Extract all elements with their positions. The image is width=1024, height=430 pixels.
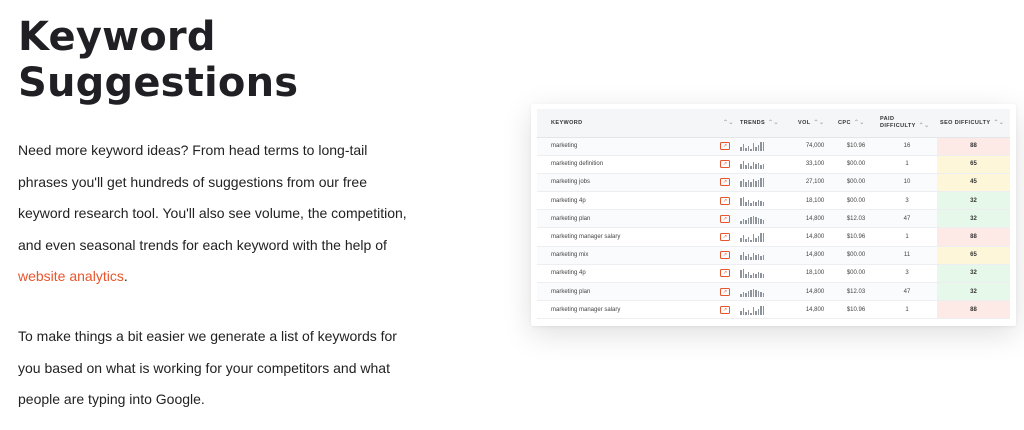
cpc-cell: $10.96 — [835, 301, 877, 319]
keyword-cell[interactable]: marketing manager salary — [537, 301, 717, 319]
cpc-cell: $00.00 — [835, 155, 877, 173]
trend-sparkline — [740, 232, 764, 242]
trend-sparkline — [740, 305, 764, 315]
trends-cell — [737, 155, 795, 173]
seo-difficulty-cell: 32 — [937, 283, 1010, 301]
seo-difficulty-column-header[interactable]: SEO DIFFICULTY ⌃⌄ — [937, 109, 1010, 137]
intro-line-3: keyword research tool. You'll also see volume, the competition, — [18, 205, 407, 221]
cpc-cell: $10.96 — [835, 137, 877, 155]
sort-arrows-icon[interactable]: ⌃⌄ — [723, 120, 734, 127]
external-link-icon[interactable]: ↗ — [720, 142, 730, 150]
vol-cell: 27,100 — [795, 173, 835, 191]
table-row[interactable] — [537, 210, 1010, 228]
vol-cell: 33,100 — [795, 155, 835, 173]
trends-column-header[interactable]: TRENDS ⌃⌄ — [737, 109, 795, 137]
keyword-tag-cell[interactable] — [717, 283, 737, 301]
seo-difficulty-cell: 88 — [937, 301, 1010, 319]
vol-cell: 14,800 — [795, 210, 835, 228]
keyword-tag-cell[interactable] — [717, 155, 737, 173]
trends-cell — [737, 283, 795, 301]
competitor-line-2: you based on what is working for your competitors and what — [18, 359, 390, 376]
intro-line-1: Need more keyword ideas? From head terms to long-tail — [18, 142, 368, 158]
seo-difficulty-cell: 32 — [937, 264, 1010, 282]
trends-cell — [737, 173, 795, 191]
sort-arrows-icon[interactable]: ⌃⌄ — [853, 120, 865, 127]
seo-difficulty-cell: 32 — [937, 192, 1010, 210]
sort-arrows-icon[interactable]: ⌃⌄ — [813, 120, 825, 127]
keyword-tag-cell[interactable] — [717, 173, 737, 191]
trend-sparkline — [740, 196, 764, 206]
paid-difficulty-column-header[interactable]: PAID DIFFICULTY ⌃⌄ — [877, 109, 937, 137]
paid-difficulty-cell: 3 — [877, 264, 937, 282]
vol-cell: 18,100 — [795, 264, 835, 282]
page-title-line-2: Suggestions — [18, 60, 299, 106]
cpc-cell: $10.96 — [835, 228, 877, 246]
vol-cell: 74,000 — [795, 137, 835, 155]
keyword-column-header[interactable]: KEYWORD — [537, 109, 717, 137]
keyword-tag-cell[interactable] — [717, 210, 737, 228]
external-link-icon[interactable]: ↗ — [720, 233, 730, 241]
keyword-cell[interactable]: marketing — [537, 137, 717, 155]
cpc-cell: $00.00 — [835, 264, 877, 282]
seo-difficulty-cell: 32 — [937, 210, 1010, 228]
seo-difficulty-cell: 88 — [937, 137, 1010, 155]
seo-difficulty-cell: 45 — [937, 173, 1010, 191]
cpc-cell: $00.00 — [835, 246, 877, 264]
paid-difficulty-cell: 1 — [877, 228, 937, 246]
paid-difficulty-cell: 1 — [877, 155, 937, 173]
cpc-cell: $12.03 — [835, 283, 877, 301]
keyword-tag-cell[interactable] — [717, 192, 737, 210]
keyword-tag-cell[interactable] — [717, 137, 737, 155]
competitor-line-3: people are typing into Google. — [18, 391, 205, 407]
external-link-icon[interactable]: ↗ — [720, 269, 730, 277]
intro-line-5 — [18, 261, 428, 293]
trends-cell — [737, 210, 795, 228]
seo-difficulty-cell: 65 — [937, 246, 1010, 264]
table-row[interactable] — [537, 283, 1010, 301]
paid-difficulty-cell: 16 — [877, 137, 937, 155]
vol-cell: 14,800 — [795, 246, 835, 264]
sort-arrows-icon[interactable]: ⌃⌄ — [918, 123, 930, 130]
keyword-sort-header[interactable] — [717, 109, 737, 137]
external-link-icon[interactable]: ↗ — [720, 251, 730, 259]
table-row[interactable] — [537, 264, 1010, 282]
external-link-icon[interactable]: ↗ — [720, 306, 730, 314]
page-title — [18, 14, 298, 106]
sort-arrows-icon[interactable]: ⌃⌄ — [993, 120, 1005, 127]
paid-difficulty-cell: 47 — [877, 210, 937, 228]
paid-difficulty-cell: 3 — [877, 192, 937, 210]
table-row[interactable] — [537, 155, 1010, 173]
table-row[interactable] — [537, 246, 1010, 264]
website-analytics-link[interactable]: website analytics — [18, 268, 124, 284]
keyword-cell[interactable]: marketing manager salary — [537, 228, 717, 246]
vol-cell: 14,800 — [795, 301, 835, 319]
keyword-cell[interactable]: marketing definition — [537, 155, 717, 173]
keyword-cell[interactable]: marketing mix — [537, 246, 717, 264]
keyword-tag-cell[interactable] — [717, 228, 737, 246]
trends-cell — [737, 137, 795, 155]
trends-cell — [737, 228, 795, 246]
seo-difficulty-cell: 65 — [937, 155, 1010, 173]
external-link-icon[interactable]: ↗ — [720, 160, 730, 168]
table-header-row — [537, 109, 1010, 137]
cpc-column-header[interactable]: CPC ⌃⌄ — [835, 109, 877, 137]
external-link-icon[interactable]: ↗ — [720, 215, 730, 223]
vol-cell: 18,100 — [795, 192, 835, 210]
keyword-cell[interactable]: marketing plan — [537, 210, 717, 228]
cpc-cell: $00.00 — [835, 173, 877, 191]
keyword-table — [537, 109, 1010, 319]
vol-cell: 14,800 — [795, 228, 835, 246]
keyword-table-body — [537, 137, 1010, 319]
paid-difficulty-cell: 1 — [877, 301, 937, 319]
vol-column-header[interactable]: VOL ⌃⌄ — [795, 109, 835, 137]
sort-arrows-icon[interactable]: ⌃⌄ — [768, 120, 779, 127]
table-row[interactable] — [537, 301, 1010, 319]
keyword-tag-cell[interactable] — [717, 246, 737, 264]
keyword-cell[interactable]: marketing plan — [537, 283, 717, 301]
trend-sparkline — [740, 177, 764, 187]
table-row[interactable] — [537, 228, 1010, 246]
seo-difficulty-cell: 88 — [937, 228, 1010, 246]
trend-sparkline — [740, 214, 764, 224]
external-link-icon[interactable]: ↗ — [720, 178, 730, 186]
table-row[interactable] — [537, 137, 1010, 155]
trend-sparkline — [740, 268, 764, 278]
keyword-tag-cell[interactable] — [717, 301, 737, 319]
trends-cell — [737, 192, 795, 210]
competitor-paragraph — [18, 321, 428, 416]
competitor-line-1: To make things a bit easier we generate a list of keywords for — [18, 328, 397, 344]
table-row[interactable] — [537, 173, 1010, 191]
intro-paragraph — [18, 135, 428, 293]
table-row[interactable] — [537, 192, 1010, 210]
vol-cell: 14,800 — [795, 283, 835, 301]
cpc-cell: $12.03 — [835, 210, 877, 228]
trends-cell — [737, 246, 795, 264]
paid-difficulty-cell: 11 — [877, 246, 937, 264]
paid-difficulty-cell: 10 — [877, 173, 937, 191]
trends-cell — [737, 264, 795, 282]
intro-line-2: phrases you'll get hundreds of suggestions from our free — [18, 173, 367, 190]
trend-sparkline — [740, 141, 764, 151]
page-title-line-1: Keyword — [18, 14, 216, 60]
trend-sparkline — [740, 159, 764, 169]
trends-cell — [737, 301, 795, 319]
cpc-cell: $00.00 — [835, 192, 877, 210]
keyword-tag-cell[interactable] — [717, 264, 737, 282]
trend-sparkline — [740, 287, 764, 297]
trend-sparkline — [740, 250, 764, 260]
keyword-table-card — [531, 104, 1016, 326]
link-suffix: . — [123, 268, 128, 284]
external-link-icon[interactable]: ↗ — [720, 197, 730, 205]
keyword-cell[interactable]: marketing jobs — [537, 173, 717, 191]
external-link-icon[interactable]: ↗ — [720, 288, 730, 296]
intro-line-4: and even seasonal trends for each keyword with the help of — [18, 236, 387, 253]
paid-difficulty-cell: 47 — [877, 283, 937, 301]
keyword-cell[interactable]: marketing 4p — [537, 264, 717, 282]
keyword-cell[interactable]: marketing 4p — [537, 192, 717, 210]
